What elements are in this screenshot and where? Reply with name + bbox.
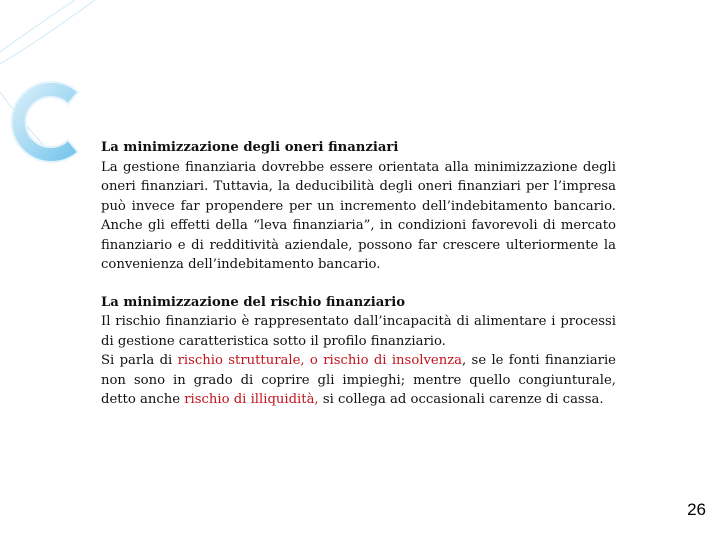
paragraph-rischio-types [101,351,616,410]
highlight-rischio-illiquidita: rischio di illiquidità, [184,392,319,407]
text-run: , se le fonti finanziarie non sono in grado di coprire gli impieghi; mentre quello congiunturale, detto anche [101,353,616,407]
paragraph-rischio-definition: Il rischio finanziario è rappresentato dall’incapacità di alimentare i processi di gestione caratteristica sotto il profilo finanziario. [101,314,616,349]
text-run: si collega ad occasionali carenze di cassa. [318,392,604,407]
highlight-rischio-strutturale: rischio strutturale, o rischio di insolvenza [177,353,463,368]
c-logo-shape [12,82,78,162]
paragraph-oneri: La gestione finanziaria dovrebbe essere orientata alla minimizzazione degli oneri finanziari. Tuttavia, la deducibilità degli oneri finanziari per l’impresa può invece far propendere per un incremento dell’indebitamento bancario. Anche gli effetti della “leva finanziaria”, in condizioni favorevoli di mercato finanziario e di redditività aziendale, possono far crescere ulteriormente la convenienza dell’indebitamento bancario. [101,159,616,272]
section-title-rischio: La minimizzazione del rischio finanziario [101,294,406,310]
slide-body [101,138,616,410]
text-run: Si parla di [101,353,178,368]
spacer [101,275,616,293]
page-number: 26 [687,500,706,519]
section-title-oneri: La minimizzazione degli oneri finanziari [101,140,399,155]
